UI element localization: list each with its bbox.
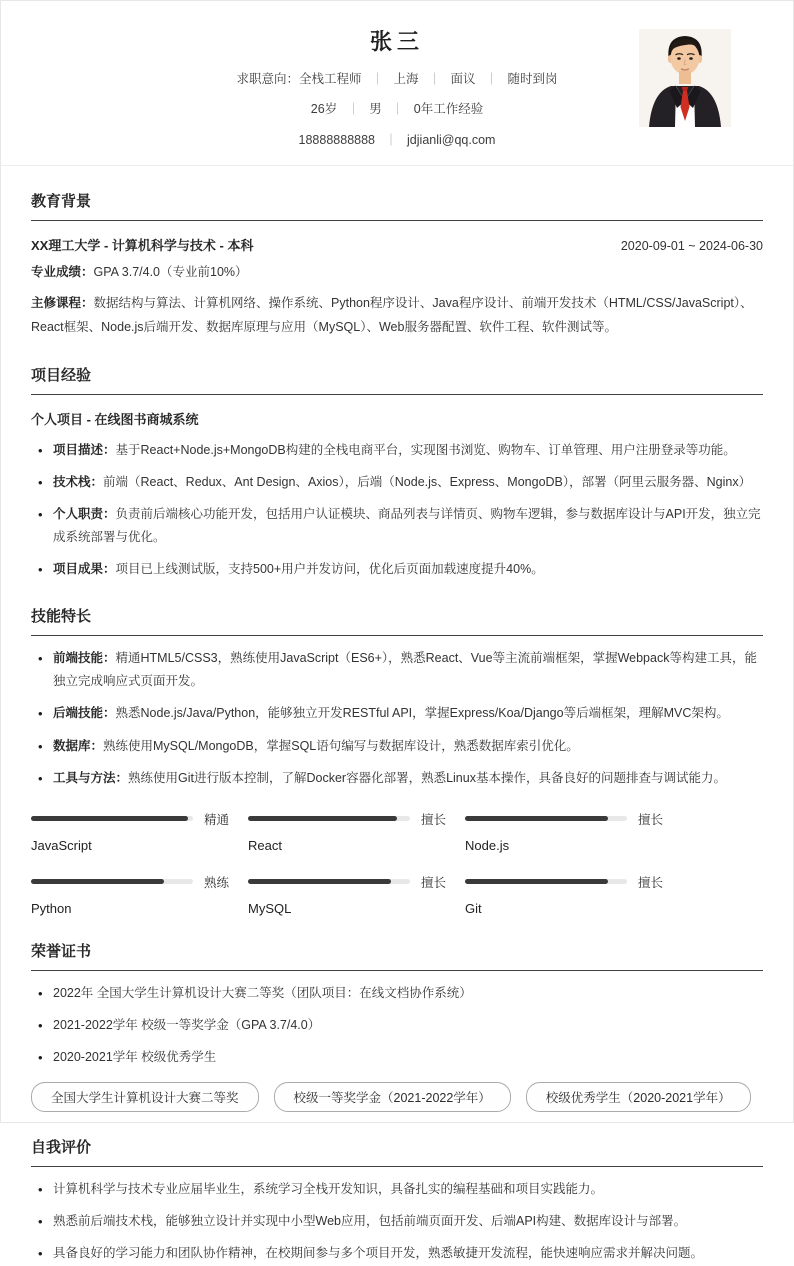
section-title-education: 教育背景 xyxy=(31,190,763,221)
skill-bar-track xyxy=(248,879,410,884)
education-gpa-line xyxy=(31,261,763,285)
age: 26岁 xyxy=(310,102,338,117)
skill-bar-track xyxy=(465,816,627,821)
separator: ｜ xyxy=(371,71,384,86)
skill-bullet-list xyxy=(31,647,763,790)
bullet-text: 熟练使用MySQL/MongoDB，掌握SQL语句编写与数据库设计，熟悉数据库索引优化。 xyxy=(103,738,579,753)
skill-name: MySQL xyxy=(248,900,292,916)
honor-badge: 全国大学生计算机设计大赛二等奖 xyxy=(31,1082,259,1112)
skill-level-label: 擅长 xyxy=(638,875,664,890)
skill-name: Git xyxy=(465,900,482,916)
section-skills xyxy=(31,605,763,916)
skill-bar-fill xyxy=(31,816,188,821)
school-degree: XX理工大学 - 计算机科学与技术 - 本科 xyxy=(31,238,254,254)
project-title: 个人项目 - 在线图书商城系统 xyxy=(31,411,199,427)
bullet-label: 工具与方法： xyxy=(53,770,129,785)
section-title-skills: 技能特长 xyxy=(31,605,763,636)
skill-bar-fill xyxy=(31,879,164,884)
bullet-text: 2020-2021学年 校级优秀学生 xyxy=(53,1050,217,1065)
section-title-honors: 荣誉证书 xyxy=(31,940,763,971)
list-item xyxy=(31,1210,763,1233)
list-item xyxy=(31,1178,763,1201)
section-title-projects: 项目经验 xyxy=(31,364,763,395)
list-item xyxy=(31,647,763,693)
bullet-text: 熟悉Node.js/Java/Python，能够独立开发RESTful API，掌握Express/Koa/Django等后端框架，理解MVC架构。 xyxy=(115,706,729,721)
list-item xyxy=(31,503,763,549)
contact-line xyxy=(31,132,763,150)
bullet-text: 熟悉前后端技术栈，能够独立设计并实现中小型Web应用，包括前端页面开发、后端API构建、数据库设计与部署。 xyxy=(53,1214,687,1229)
list-item xyxy=(31,982,763,1005)
honor-badge: 校级一等奖学金（2021-2022学年） xyxy=(274,1082,511,1112)
skill-meter-react xyxy=(248,810,452,853)
skill-bar-fill xyxy=(248,816,397,821)
field-label: 主修课程： xyxy=(31,296,94,311)
skill-level-label: 熟练 xyxy=(204,875,230,890)
section-honors xyxy=(31,940,763,1112)
resume-body xyxy=(1,190,793,1265)
bullet-text: 项目已上线测试版，支持500+用户并发访问，优化后页面加载速度提升40%。 xyxy=(115,562,544,577)
skill-meter-nodejs xyxy=(465,810,669,853)
avatar-illustration xyxy=(639,29,731,127)
bullet-text: 熟练使用Git进行版本控制，了解Docker容器化部署，熟悉Linux基本操作，具备良好的问题排查与调试能力。 xyxy=(128,770,726,785)
field-value: 数据结构与算法、计算机网络、操作系统、Python程序设计、Java程序设计、前端开发技术（HTML/CSS/JavaScript）、React框架、Node.js后端开发、数据库原理与应用（MySQL）、Web服务器配置、软件工程、软件测试等。 xyxy=(31,296,753,334)
bullet-label: 技术栈： xyxy=(53,474,104,489)
skill-name: Node.js xyxy=(465,837,510,853)
section-projects xyxy=(31,364,763,582)
job-intent-salary: 面议 xyxy=(450,71,476,86)
section-title-evaluation: 自我评价 xyxy=(31,1136,763,1167)
job-intent-prefix: 求职意向： xyxy=(236,71,299,86)
skill-level-grid xyxy=(31,810,763,916)
skill-bar-track xyxy=(31,816,193,821)
skill-level-label: 精通 xyxy=(204,812,230,827)
skill-meter-python xyxy=(31,873,235,916)
bullet-label: 后端技能： xyxy=(53,706,116,721)
skill-bar-fill xyxy=(465,816,608,821)
bullet-label: 个人职责： xyxy=(53,506,116,521)
skill-meter-javascript xyxy=(31,810,235,853)
skill-level-label: 擅长 xyxy=(421,875,447,890)
job-intent-role: 全栈工程师 xyxy=(298,71,362,86)
skill-meter-git xyxy=(465,873,669,916)
separator: ｜ xyxy=(385,132,398,147)
skill-name: JavaScript xyxy=(31,837,92,853)
profile-photo xyxy=(639,29,731,127)
separator: ｜ xyxy=(485,71,498,86)
skill-name: React xyxy=(248,837,282,853)
separator: ｜ xyxy=(347,102,360,117)
list-item xyxy=(31,1014,763,1037)
bullet-label: 项目成果： xyxy=(53,562,116,577)
bullet-text: 计算机科学与技术专业应届毕业生，系统学习全栈开发知识，具备扎实的编程基础和项目实践能力。 xyxy=(53,1182,604,1197)
email-address: jdjianli@qq.com xyxy=(407,132,496,147)
job-intent-city: 上海 xyxy=(393,71,419,86)
separator: ｜ xyxy=(428,71,441,86)
bullet-label: 数据库： xyxy=(53,738,104,753)
education-entry-header xyxy=(31,235,763,254)
list-item xyxy=(31,558,763,581)
bullet-text: 2021-2022学年 校级一等奖学金（GPA 3.7/4.0） xyxy=(53,1017,321,1032)
skill-name: Python xyxy=(31,900,72,916)
evaluation-bullet-list xyxy=(31,1178,763,1265)
field-value: GPA 3.7/4.0（专业前10%） xyxy=(93,265,248,280)
resume-header xyxy=(1,1,793,149)
bullet-text: 精通HTML5/CSS3，熟练使用JavaScript（ES6+），熟悉React、Vue等主流前端框架，掌握Webpack等构建工具，能独立完成响应式页面开发。 xyxy=(53,651,757,689)
job-intent-availability: 随时到岗 xyxy=(507,71,558,86)
list-item xyxy=(31,735,763,758)
bullet-label: 前端技能： xyxy=(53,651,116,666)
bullet-label: 项目描述： xyxy=(53,442,116,457)
field-label: 专业成绩： xyxy=(31,265,94,280)
bullet-text: 具备良好的学习能力和团队协作精神，在校期间参与多个项目开发，熟悉敏捷开发流程，能快速响应需求并解决问题。 xyxy=(53,1246,704,1261)
work-experience: 0年工作经验 xyxy=(413,102,484,117)
list-item xyxy=(31,439,763,462)
honor-bullet-list xyxy=(31,982,763,1069)
skill-level-label: 擅长 xyxy=(421,812,447,827)
bullet-text: 前端（React、Redux、Ant Design、Axios），后端（Node.js、Express、MongoDB），部署（阿里云服务器、Nginx） xyxy=(103,474,752,489)
skill-bar-track xyxy=(465,879,627,884)
education-courses-line xyxy=(31,292,763,340)
skill-bar-track xyxy=(31,879,193,884)
list-item xyxy=(31,1046,763,1069)
bullet-text: 基于React+Node.js+MongoDB构建的全栈电商平台，实现图书浏览、购物车、订单管理、用户注册登录等功能。 xyxy=(115,442,736,457)
separator: ｜ xyxy=(391,102,404,117)
skill-level-label: 擅长 xyxy=(638,812,664,827)
skill-bar-fill xyxy=(465,879,608,884)
skill-bar-track xyxy=(248,816,410,821)
bullet-text: 2022年 全国大学生计算机设计大赛二等奖（团队项目：在线文档协作系统） xyxy=(53,985,472,1000)
project-bullet-list xyxy=(31,439,763,582)
header-divider xyxy=(1,165,793,166)
phone-number: 18888888888 xyxy=(298,132,376,147)
list-item xyxy=(31,702,763,725)
honor-badge-row xyxy=(31,1082,763,1112)
bullet-text: 负责前后端核心功能开发，包括用户认证模块、商品列表与详情页、购物车逻辑，参与数据库设计与API开发，独立完成系统部署与优化。 xyxy=(53,506,761,544)
list-item xyxy=(31,1242,763,1265)
candidate-name: 张三 xyxy=(369,29,424,54)
section-education xyxy=(31,190,763,339)
education-date-range: 2020-09-01 ~ 2024-06-30 xyxy=(620,239,763,254)
skill-bar-fill xyxy=(248,879,391,884)
honor-badge: 校级优秀学生（2020-2021学年） xyxy=(526,1082,751,1112)
gender: 男 xyxy=(369,102,382,117)
section-evaluation xyxy=(31,1136,763,1265)
list-item xyxy=(31,471,763,494)
list-item xyxy=(31,767,763,790)
skill-meter-mysql xyxy=(248,873,452,916)
